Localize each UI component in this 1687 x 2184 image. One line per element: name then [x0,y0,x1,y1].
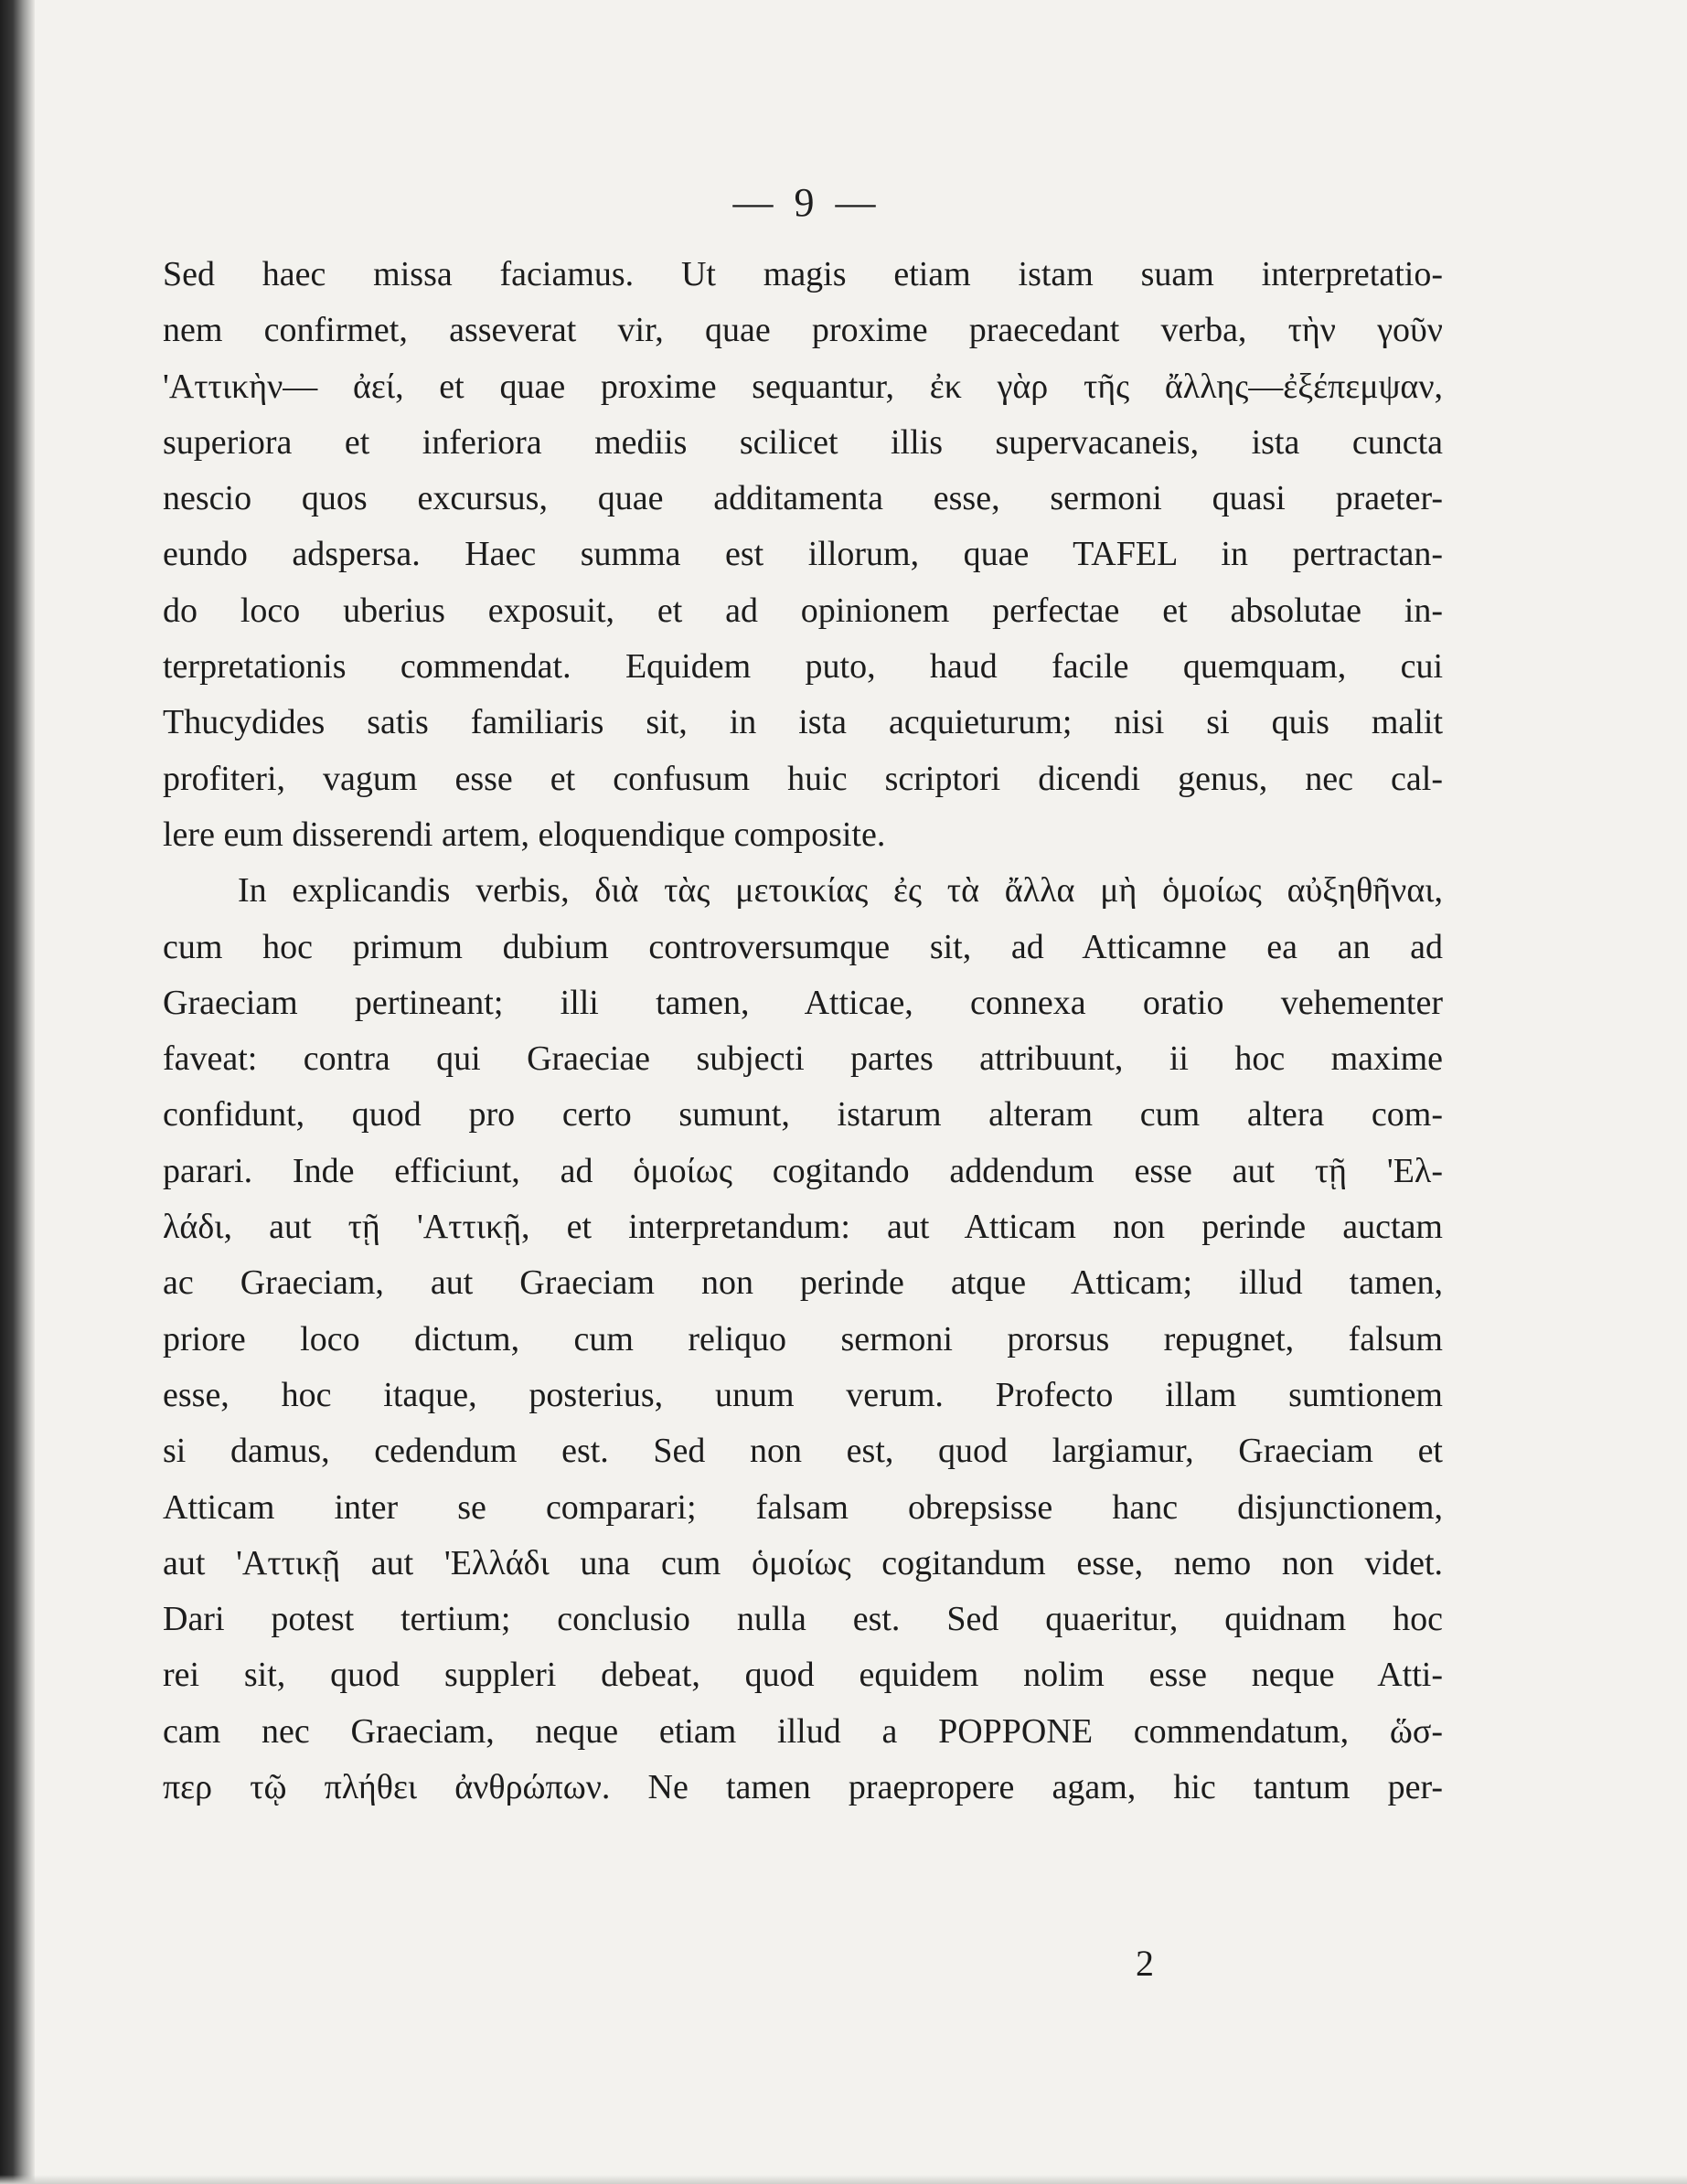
text-line: esse, hoc itaque, posterius, unum verum. Profecto illam sumtionem [163,1375,1443,1414]
page-bottom-shadow [0,2175,1687,2184]
text-line: λάδι, aut τῇ 'Αττικῇ, et interpretandum: aut Atticam non perinde auctam [163,1208,1443,1247]
text-line: aut 'Αττικῇ aut 'Ελλάδι una cum ὁμοίως cogitandum esse, nemo non videt. [163,1543,1443,1582]
text-line: nem confirmet, asseverat vir, quae proxime praecedant verba, τὴν γοῦν [163,311,1443,350]
text-line: cam nec Graeciam, neque etiam illud a POPPONE commendatum, ὥσ- [163,1711,1443,1751]
text-line: eundo adspersa. Haec summa est illorum, quae TAFEL in pertractan- [163,535,1443,574]
page-gutter-shadow [0,0,35,2184]
page-number: — 9 — [732,180,881,225]
text-line: περ τῷ πλήθει ἀνθρώπων. Ne tamen praepropere agam, hic tantum per- [163,1768,1443,1807]
text-line: nescio quos excursus, quae additamenta esse, sermoni quasi praeter- [163,479,1443,518]
text-line: superiora et inferiora mediis scilicet illis supervacaneis, ista cuncta [163,422,1443,462]
text-line: priore loco dictum, cum reliquo sermoni prorsus repugnet, falsum [163,1319,1443,1358]
text-line: Thucydides satis familiaris sit, in ista acquieturum; nisi si quis malit [163,703,1443,742]
text-line: parari. Inde efficiunt, ad ὁμοίως cogitando addendum esse aut τῇ 'Ελ- [163,1151,1443,1190]
text-line: confidunt, quod pro certo sumunt, istarum alteram cum altera com- [163,1095,1443,1135]
text-line: In explicandis verbis, διὰ τὰς μετοικίας ἐς τὰ ἄλλα μὴ ὁμοίως αὐξηθῆναι, [238,871,1443,911]
text-line: si damus, cedendum est. Sed non est, quod largiamur, Graeciam et [163,1432,1443,1471]
signature-mark: 2 [1136,1943,1154,1984]
text-line: Sed haec missa faciamus. Ut magis etiam istam suam interpretatio- [163,255,1443,293]
text-line: faveat: contra qui Graeciae subjecti partes attribuunt, ii hoc maxime [163,1039,1443,1079]
text-line: Atticam inter se comparari; falsam obrepsisse hanc disjunctionem, [163,1487,1443,1527]
text-line: cum hoc primum dubium controversumque sit, ad Atticamne ea an ad [163,927,1443,966]
body-text [163,247,1443,1816]
text-line: Graeciam pertineant; illi tamen, Atticae, connexa oratio vehementer [163,983,1443,1022]
text-line: profiteri, vagum esse et confusum huic scriptori dicendi genus, nec cal- [163,759,1443,798]
text-line: lere eum disserendi artem, eloquendique composite. [163,815,886,854]
text-line: terpretationis commendat. Equidem puto, haud facile quemquam, cui [163,647,1443,687]
text-line: Dari potest tertium; conclusio nulla est. Sed quaeritur, quidnam hoc [163,1600,1443,1639]
text-line: rei sit, quod suppleri debeat, quod equidem nolim esse neque Atti- [163,1656,1443,1695]
text-line: ac Graeciam, aut Graeciam non perinde atque Atticam; illud tamen, [163,1263,1443,1303]
text-line: 'Αττικὴν— ἀεί, et quae proxime sequantur, ἐκ γὰρ τῆς ἄλλης—ἐξέπεμψαν, [163,367,1443,406]
text-line: do loco uberius exposuit, et ad opinionem perfectae et absolutae in- [163,591,1443,630]
